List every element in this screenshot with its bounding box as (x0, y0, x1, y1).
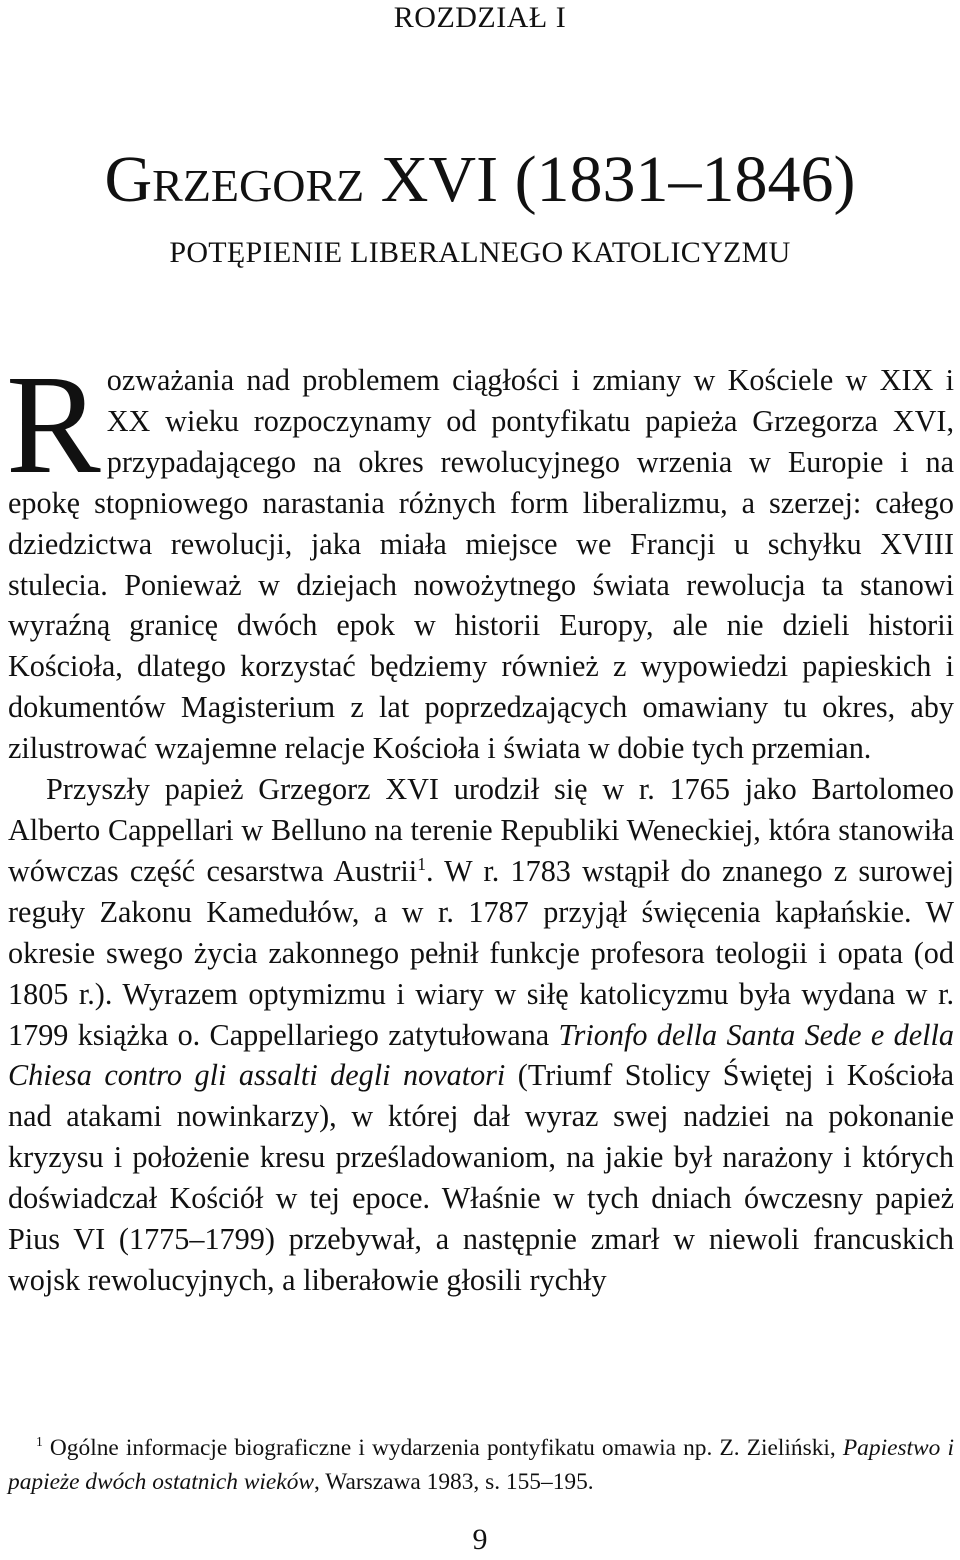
paragraph-2-part-3: (Triumf Stolicy Świętej i Kościoła nad atakami nowinkarzy), w której dał wyraz swej nadziei na pokonanie kryzysu i położenie kresu prześladowaniom, na jakie był narażony i których doświadczał Kościół w tej epoce. Właśnie w tych dniach ówczesny papież Pius VI (1775–1799) przebywał, a następnie zmarł w niewoli francuskich wojsk rewolucyjnych, a liberałowie głosili rychły (8, 1058, 955, 1297)
title-years: (1831–1846) (514, 143, 856, 216)
chapter-label: ROZDZIAŁ I (393, 1, 567, 34)
footnote-text-2: , Warszawa 1983, s. 155–195. (314, 1469, 594, 1495)
footnote-marker: 1 (36, 1434, 43, 1450)
footnote-reference[interactable]: 1 (417, 853, 426, 874)
paragraph-2-part-1: Przyszły papież Grzegorz XVI urodził się w r. 1765 jako Bartolomeo Alberto Cappellari w Belluno na terenie Republiki Weneckiej, która stanowiła wówczas część cesarstwa Austrii (8, 772, 954, 888)
title-initial: G (104, 143, 153, 216)
paragraph-2-part-2: . W r. 1783 wstąpił do znanego z surowej reguły Zakonu Kamedułów, a w r. 1787 przyjął święcenia kapłańskie. W okresie swego życia zakonnego pełnił funkcje profesora teologii i opata (od 1805 r.). Wyrazem optymizmu i wiary w siłę katolicyzmu była wydana w r. 1799 książka o. Cappellariego zatytułowana (8, 853, 954, 1052)
page-number: 9 (472, 1523, 488, 1556)
footnote (8, 1431, 954, 1499)
main-text (6, 345, 955, 1301)
paragraph-1-text: ozważania nad problemem ciągłości i zmiany w Kościele w XIX i XX wieku rozpoczynamy od pontyfikatu papieża Grzegorza XVI, przypadającego na okres rewolucyjnego wrzenia w Europie i na epokę stopniowego narastania różnych form liberalizmu, a szerzej: całego dziedzictwa rewolucji, jaka miała miejsce we Francji u schyłku XVIII stulecia. Ponieważ w dziejach nowożytnego świata rewolucja ta stanowi wyraźną granicę dwóch epok w historii Europy, ale nie dzieli historii Kościoła, dlatego korzystać będziemy również z wypowiedzi papieskich i dokumentów Magisterium z lat poprzedzających omawiany tu okres, aby zilustrować wzajemne relacje Kościoła i świata w dobie tych przemian. (8, 363, 954, 766)
paragraph-2 (8, 769, 954, 1301)
chapter-subtitle: POTĘPIENIE LIBERALNEGO KATOLICYZMU (169, 236, 791, 269)
chapter-title (0, 140, 960, 226)
paragraph-1 (6, 345, 954, 769)
drop-cap: R (6, 345, 101, 503)
title-name-rest: RZEGORZ (152, 160, 365, 211)
book-title-italic: Trionfo della Santa Sede e della Chiesa contro gli assalti degli novatori (8, 1017, 954, 1093)
footnote-1 (8, 1431, 954, 1499)
title-numeral: XVI (380, 143, 499, 216)
footnote-book-title: Papiestwo i papieże dwóch ostatnich wieków (8, 1435, 954, 1495)
footnote-text-1: Ogólne informacje biograficzne i wydarzenia pontyfikatu omawia np. Z. Zieliński, (42, 1435, 843, 1461)
